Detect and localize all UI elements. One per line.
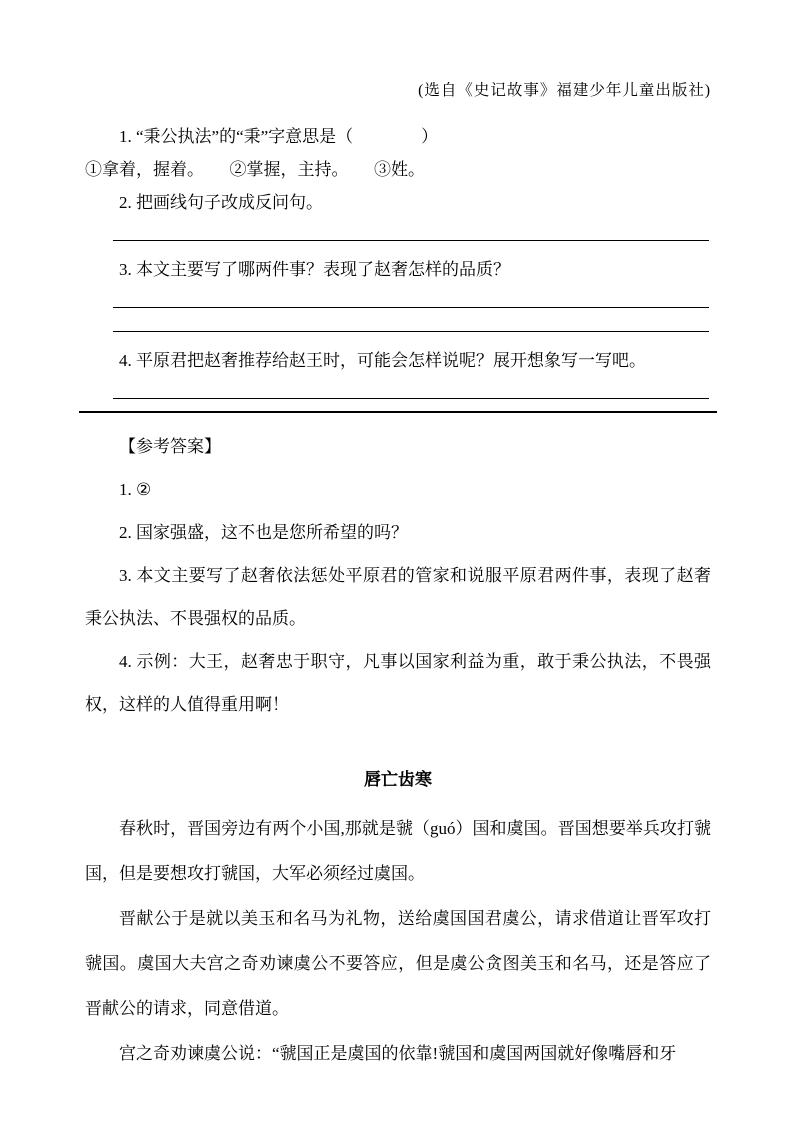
question-1: 1. “秉公执法”的“秉”字意思是（ ） — [119, 127, 439, 146]
passage-title: 唇亡齿寒 — [364, 770, 432, 789]
question-4: 4. 平原君把赵奢推荐给赵王时，可能会怎样说呢？展开想象写一写吧。 — [119, 351, 646, 370]
section-divider — [79, 411, 717, 413]
answer-blank-line — [113, 229, 709, 241]
passage-paragraph-3: 宫之奇劝谏虞公说：“虢国正是虞国的依靠!虢国和虞国两国就好像嘴唇和牙 — [119, 1044, 677, 1063]
question-3: 3. 本文主要写了哪两件事？表现了赵奢怎样的品质？ — [119, 260, 510, 279]
answer-4: 4. 示例：大王，赵奢忠于职守，凡事以国家利益为重，敢于秉公执法，不畏强权，这样的人值得重用啊！ — [85, 652, 711, 714]
question-2: 2. 把画线句子改成反问句。 — [119, 193, 323, 212]
passage-section — [85, 764, 711, 1076]
answer-blank-line — [113, 296, 709, 308]
answer-2: 2. 国家强盛，这不也是您所希望的吗？ — [119, 523, 408, 542]
passage-paragraph-1: 春秋时，晋国旁边有两个小国,那就是虢（guó）国和虞国。晋国想要举兵攻打虢国，但是要想攻打虢国，大军必须经过虞国。 — [85, 819, 711, 883]
answers-header: 【参考答案】 — [119, 437, 221, 456]
source-attribution: (选自《史记故事》福建少年儿童出版社) — [418, 82, 711, 99]
answer-blank-line — [113, 387, 709, 399]
answers-section — [85, 425, 711, 726]
answer-3: 3. 本文主要写了赵奢依法惩处平原君的管家和说服平原君两件事，表现了赵奢秉公执法、不畏强权的品质。 — [85, 566, 711, 628]
question-1-options: ①拿着，握着。 ②掌握，主持。 ③姓。 — [85, 160, 425, 179]
answer-1: 1. ② — [119, 480, 152, 499]
questions-section — [85, 120, 711, 399]
answer-blank-line — [113, 320, 709, 332]
passage-paragraph-2: 晋献公于是就以美玉和名马为礼物，送给虞国国君虞公，请求借道让晋军攻打虢国。虞国大夫宫之奇劝谏虞公不要答应，但是虞公贪图美玉和名马，还是答应了晋献公的请求，同意借道。 — [85, 909, 711, 1018]
